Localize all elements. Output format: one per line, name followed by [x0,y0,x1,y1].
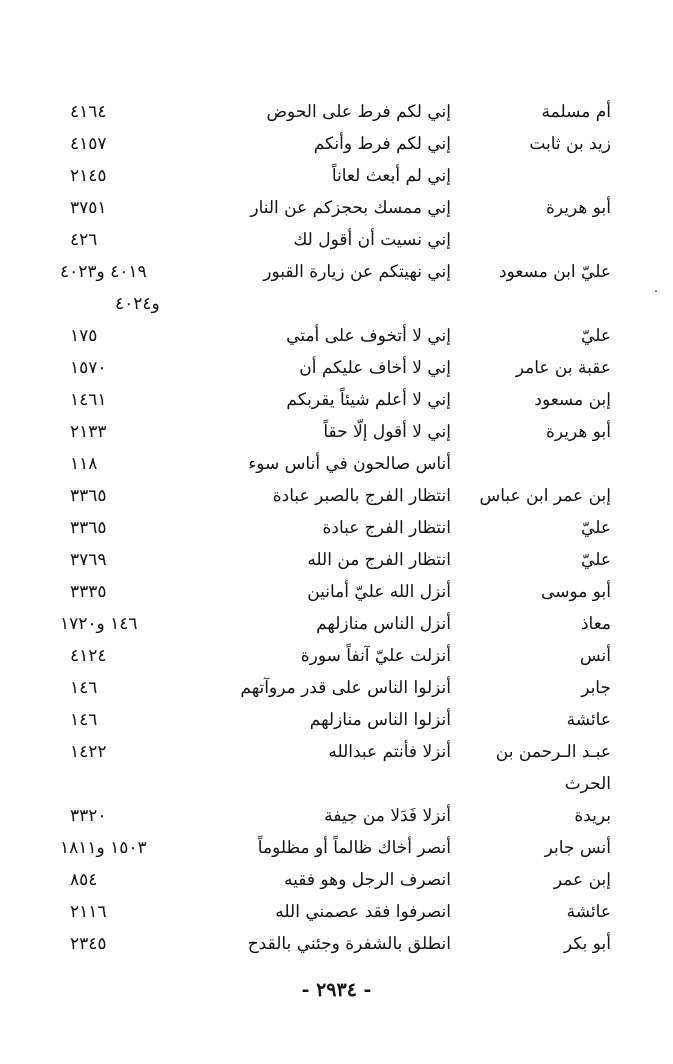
index-row-continuation [0,288,673,320]
index-row [0,320,673,352]
hadith-number: ٢١٣٣ [70,422,107,442]
narrator-name: أم مسلمة [541,102,611,122]
hadith-number: ٤٠١٩ و٤٠٢٣ [60,262,147,282]
hadith-opening: أنزل الله عليّ أمانين [307,582,451,602]
hadith-opening: أنزلا فأنتم عبدالله [328,742,451,762]
hadith-opening: إني لا أعلم شيئاً يقربكم [286,390,451,410]
hadith-opening: أنزلوا الناس منازلهم [309,710,451,730]
hadith-number: ١٧٥ [70,326,98,346]
hadith-number: ١١٨ [70,454,98,474]
index-row [0,864,673,896]
index-row [0,128,673,160]
index-row [0,544,673,576]
index-row [0,384,673,416]
hadith-number: ٣٣٢٠ [70,806,107,826]
hadith-number: ١٥٠٣ و١٨١١ [60,838,147,858]
narrator-name: أبو هريرة [545,198,611,218]
index-row [0,576,673,608]
hadith-opening: انطلق بالشفرة وجئني بالقدح [247,934,451,954]
narrator-name: عائشة [566,902,611,922]
index-row [0,416,673,448]
hadith-opening: أنصر أخاك ظالماً أو مظلوماً [257,838,451,858]
hadith-opening: إني لا أخاف عليكم أن [299,358,451,378]
narrator-name: إبن عمر ابن عباس [479,486,611,506]
hadith-number: ١٤٦ [70,678,98,698]
hadith-number: ٣٧٦٩ [70,550,107,570]
hadith-opening: أنزلت عليّ آنفاً سورة [300,646,451,666]
narrator-name: جابر [581,678,611,698]
narrator-name: بريدة [574,806,611,826]
narrator-name: أنس [579,646,611,666]
index-row [0,608,673,640]
narrator-name: الحرث [564,774,611,794]
narrator-name: أبو هريرة [545,422,611,442]
page-number: - ٢٩٣٤ - [301,979,372,1001]
hadith-number: ١٤٦ و١٧٢٠ [60,614,138,634]
narrator-name: عليّ [581,518,611,538]
hadith-number: ١٤٦ [70,710,98,730]
hadith-number: ١٥٧٠ [70,358,107,378]
hadith-opening: إني لكم فرط وأنكم [313,134,451,154]
narrator-name: أبو موسى [541,582,611,602]
hadith-number: ٣٣٦٥ [70,486,107,506]
index-row [0,448,673,480]
hadith-number: ٤٢٦ [70,230,98,250]
narrator-name: إبن عمر [553,870,611,890]
narrator-name: معاذ [580,614,611,634]
hadith-number: ٢٣٤٥ [70,934,107,954]
hadith-number: ١٤٢٢ [70,742,107,762]
hadith-opening: انتظار الفرج من الله [307,550,451,570]
hadith-opening: إني لم أبعث لعاناً [331,166,451,186]
index-row [0,928,673,960]
index-row [0,224,673,256]
hadith-opening: انصرف الرجل وهو فقيه [283,870,451,890]
hadith-number: ١٤٦١ [70,390,107,410]
index-row [0,256,673,288]
hadith-opening: انصرفوا فقد عصمني الله [275,902,451,922]
index-row [0,800,673,832]
hadith-opening: أناس صالحون في أناس سوء [248,454,451,474]
index-row [0,192,673,224]
hadith-number: ٢١٤٥ [70,166,107,186]
hadith-number: ٣٣٦٥ [70,518,107,538]
scan-speck [655,290,657,292]
hadith-opening: إني نهيتكم عن زيارة القبور [263,262,451,282]
narrator-name: عليّ ابن مسعود [499,262,611,282]
hadith-number: ٤١٢٤ [70,646,107,666]
index-row [0,640,673,672]
hadith-opening: أنزلا فَدَلا من جيفة [324,806,451,826]
narrator-name: عبـد الـرحمن بن [495,742,611,762]
index-row-continuation [0,768,673,800]
hadith-opening: انتظار الفرج عبادة [322,518,451,538]
hadith-number: ٤١٦٤ [70,102,107,122]
narrator-name: إبن مسعود [534,390,611,410]
narrator-name: أنس جابر [544,838,611,858]
narrator-name: زيد بن ثابت [529,134,611,154]
hadith-number: ٣٣٣٥ [70,582,107,602]
hadith-opening: إني لكم فرط على الحوض [266,102,451,122]
hadith-number: ٨٥٤ [70,870,98,890]
hadith-number: ٤١٥٧ [70,134,107,154]
hadith-opening: إني لا أقول إلّا حقاً [323,422,451,442]
hadith-opening: أنزلوا الناس على قدر مروآتهم [240,678,451,698]
index-row [0,352,673,384]
narrator-name: عليّ [581,550,611,570]
index-row [0,896,673,928]
index-row [0,512,673,544]
index-row [0,736,673,768]
narrator-name: عقبة بن عامر [515,358,611,378]
narrator-name: أبو بكر [563,934,611,954]
index-row [0,704,673,736]
narrator-name: عليّ [581,326,611,346]
index-row [0,160,673,192]
hadith-opening: إني نسيت أن أقول لك [293,230,451,250]
hadith-opening: إني لا أتخوف على أمتي [286,326,451,346]
hadith-opening: إني ممسك بحجزكم عن النار [250,198,451,218]
index-row [0,832,673,864]
hadith-number: ٣٧٥١ [70,198,107,218]
hadith-number: و٤٠٢٤ [115,294,160,314]
index-row [0,672,673,704]
index-row [0,96,673,128]
hadith-opening: انتظار الفرج بالصبر عبادة [272,486,451,506]
hadith-opening: أنزل الناس منازلهم [316,614,451,634]
narrator-name: عائشة [566,710,611,730]
index-row [0,480,673,512]
hadith-number: ٢١١٦ [70,902,107,922]
